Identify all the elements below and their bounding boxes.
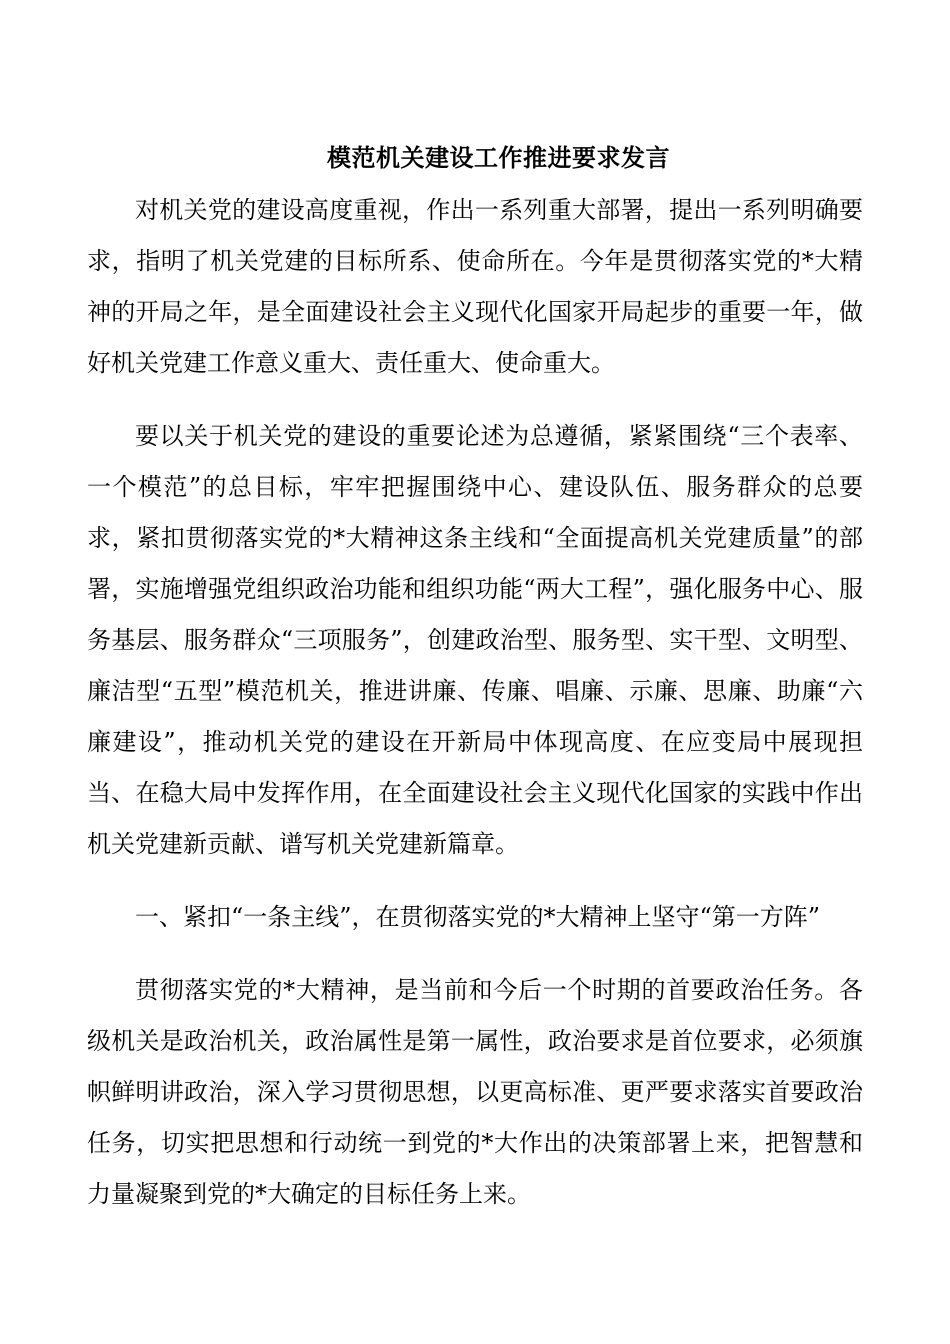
paragraph-overall-requirements: 要以关于机关党的建设的重要论述为总遵循，紧紧围绕“三个表率、一个模范”的总目标，牢牢把握围绕中心、建设队伍、服务群众的总要求，紧扣贯彻落实党的*大精神这条主线和“全面提高机关党建质量”的部署，实施增强党组织政治功能和组织功能“两大工程”，强化服务中心、服务基层、服务群众“三项服务”，创建政治型、服务型、实干型、文明型、廉洁型“五型”模范机关，推进讲廉、传廉、唱廉、示廉、思廉、助廉“六廉建设”，推动机关党的建设在开新局中体现高度、在应变局中展现担当、在稳大局中发挥作用，在全面建设社会主义现代化国家的实践中作出机关党建新贡献、谱写机关党建新篇章。	[87, 422, 863, 858]
section-heading-one: 一、紧扣“一条主线”，在贯彻落实党的*大精神上坚守“第一方阵”	[135, 903, 821, 931]
paragraph-intro: 对机关党的建设高度重视，作出一系列重大部署，提出一系列明确要求，指明了机关党建的目标所系、使命所在。今年是贯彻落实党的*大精神的开局之年，是全面建设社会主义现代化国家开局起步的重要一年，做好机关党建工作意义重大、责任重大、使命重大。	[87, 196, 863, 377]
document-body	[87, 185, 863, 1220]
document-title: 模范机关建设工作推进要求发言	[327, 143, 670, 172]
paragraph-section-one: 贯彻落实党的*大精神，是当前和今后一个时期的首要政治任务。各级机关是政治机关，政治属性是第一属性，政治要求是首位要求，必须旗帜鲜明讲政治，深入学习贯彻思想，以更高标准、更严要求落实首要政治任务，切实把思想和行动统一到党的*大作出的决策部署上来，把智慧和力量凝聚到党的*大确定的目标任务上来。	[87, 976, 863, 1208]
